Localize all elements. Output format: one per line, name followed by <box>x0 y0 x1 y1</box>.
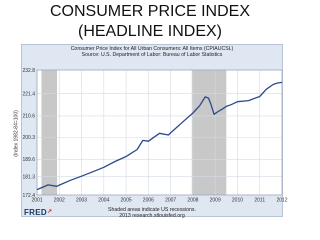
x-tick-label: 2006 <box>142 197 154 204</box>
slide-title-line-1: CONSUMER PRICE INDEX <box>49 3 251 20</box>
y-tick-label: 232.8 <box>22 67 35 74</box>
chart-title: Consumer Price Index for All Urban Consumers: All Items (CPIAUCSL) <box>70 46 234 52</box>
x-tick-label: 2001 <box>31 197 43 204</box>
slide-title-line-2: (HEADLINE INDEX) <box>77 23 223 40</box>
recession-note: Shaded areas indicate US recessions. <box>108 207 196 213</box>
fred-logo-text: FRED <box>24 208 47 217</box>
x-tick-label: 2005 <box>120 197 132 204</box>
x-tick-label: 2003 <box>75 197 88 204</box>
x-tick-label: 2011 <box>254 197 266 204</box>
y-tick-label: 200.3 <box>22 135 35 142</box>
x-tick-label: 2009 <box>209 197 221 204</box>
y-axis-label: (Index 1982-84=100) <box>13 110 20 157</box>
y-tick-label: 221.4 <box>22 91 35 98</box>
source-credit: 2013 research.stlouisfed.org <box>119 213 185 219</box>
y-tick-label: 189.6 <box>22 157 35 164</box>
x-tick-label: 2012 <box>276 197 288 204</box>
plot-area <box>37 70 282 195</box>
x-tick-label: 2004 <box>98 197 110 204</box>
y-tick-label: 181.3 <box>22 174 35 181</box>
recession-band <box>192 70 227 195</box>
recession-band <box>41 70 57 195</box>
y-tick-label: 210.6 <box>22 113 35 120</box>
y-tick-label: 172.4 <box>22 192 35 199</box>
chart-subtitle: Source: U.S. Department of Labor: Bureau of Labor Statistics <box>81 52 223 58</box>
x-tick-label: 2008 <box>187 197 199 204</box>
x-tick-label: 2007 <box>165 197 177 204</box>
fred-logo-mark-icon: ↗ <box>46 209 53 215</box>
x-tick-label: 2002 <box>53 197 65 204</box>
x-tick-label: 2010 <box>231 197 244 204</box>
